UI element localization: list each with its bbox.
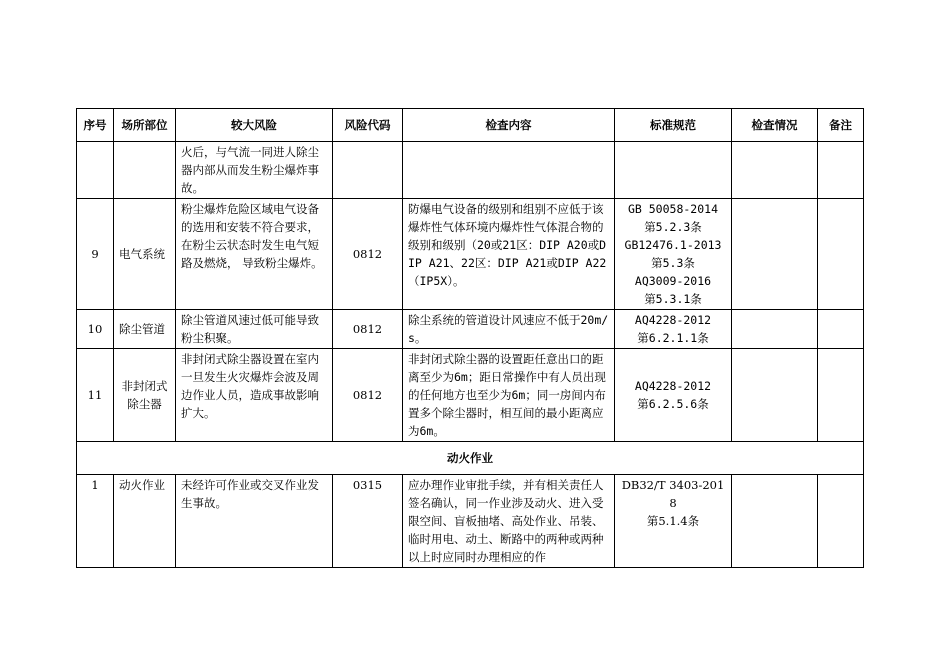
cell-risk: 除尘管道风速过低可能导致粉尘积聚。: [176, 310, 333, 349]
cell-code: 0315: [333, 475, 403, 568]
cell-note: [818, 475, 864, 568]
cell-place: [114, 142, 176, 199]
cell-place: 动火作业: [114, 475, 176, 568]
cell-no: 1: [77, 475, 114, 568]
table-row: [77, 199, 864, 310]
cell-risk: 未经许可作业或交叉作业发生事故。: [176, 475, 333, 568]
cell-no: 9: [77, 199, 114, 310]
header-no: 序号: [77, 109, 114, 142]
table-row: [77, 475, 864, 568]
cell-standard: AQ4228-2012 第6.2.1.1条: [615, 310, 732, 349]
header-status: 检查情况: [732, 109, 818, 142]
cell-status: [732, 310, 818, 349]
table-row: [77, 310, 864, 349]
cell-content: 除尘系统的管道设计风速应不低于20m/s。: [403, 310, 615, 349]
cell-code: 0812: [333, 310, 403, 349]
cell-code: 0812: [333, 199, 403, 310]
cell-content: [403, 142, 615, 199]
cell-status: [732, 142, 818, 199]
cell-status: [732, 475, 818, 568]
cell-standard: [615, 142, 732, 199]
header-code: 风险代码: [333, 109, 403, 142]
section-header-row: [77, 442, 864, 475]
cell-risk: 非封闭式除尘器设置在室内一旦发生火灾爆炸会波及周边作业人员，造成事故影响扩大。: [176, 349, 333, 442]
cell-content: 应办理作业审批手续，并有相关责任人签名确认，同一作业涉及动火、进入受限空间、盲板抽堵、高处作业、吊装、临时用电、动土、断路中的两种或两种以上时应同时办理相应的作: [403, 475, 615, 568]
table-row: [77, 349, 864, 442]
header-content: 检查内容: [403, 109, 615, 142]
risk-inspection-table: [76, 108, 864, 568]
table-row: [77, 142, 864, 199]
cell-status: [732, 199, 818, 310]
cell-standard: DB32/T 3403-2018 第5.1.4条: [615, 475, 732, 568]
cell-place: 非封闭式除尘器: [114, 349, 176, 442]
cell-content: 防爆电气设备的级别和组别不应低于该爆炸性气体环境内爆炸性气体混合物的级别和级别（20或21区：DIP A20或DIP A21、22区：DIP A21或DIP A22（IP5X）。: [403, 199, 615, 310]
cell-place: 电气系统: [114, 199, 176, 310]
cell-status: [732, 349, 818, 442]
cell-no: 10: [77, 310, 114, 349]
cell-note: [818, 349, 864, 442]
cell-place: 除尘管道: [114, 310, 176, 349]
cell-note: [818, 310, 864, 349]
cell-risk: 火后，与气流一同进人除尘器内部从而发生粉尘爆炸事故。: [176, 142, 333, 199]
header-place: 场所部位: [114, 109, 176, 142]
cell-code: 0812: [333, 349, 403, 442]
cell-standard: GB 50058-2014 第5.2.3条 GB12476.1-2013 第5.3条 AQ3009-2016 第5.3.1条: [615, 199, 732, 310]
cell-standard: AQ4228-2012 第6.2.5.6条: [615, 349, 732, 442]
cell-no: [77, 142, 114, 199]
header-note: 备注: [818, 109, 864, 142]
header-risk: 较大风险: [176, 109, 333, 142]
cell-no: 11: [77, 349, 114, 442]
section-title: 动火作业: [77, 442, 864, 475]
table-header-row: [77, 109, 864, 142]
cell-risk: 粉尘爆炸危险区域电气设备的选用和安装不符合要求，在粉尘云状态时发生电气短路及燃烧， 导致粉尘爆炸。: [176, 199, 333, 310]
cell-note: [818, 199, 864, 310]
cell-code: [333, 142, 403, 199]
header-standard: 标准规范: [615, 109, 732, 142]
cell-note: [818, 142, 864, 199]
cell-content: 非封闭式除尘器的设置距任意出口的距离至少为6m；距日常操作中有人员出现的任何地方也至少为6m；同一房间内布置多个除尘器时，相互间的最小距离应为6m。: [403, 349, 615, 442]
